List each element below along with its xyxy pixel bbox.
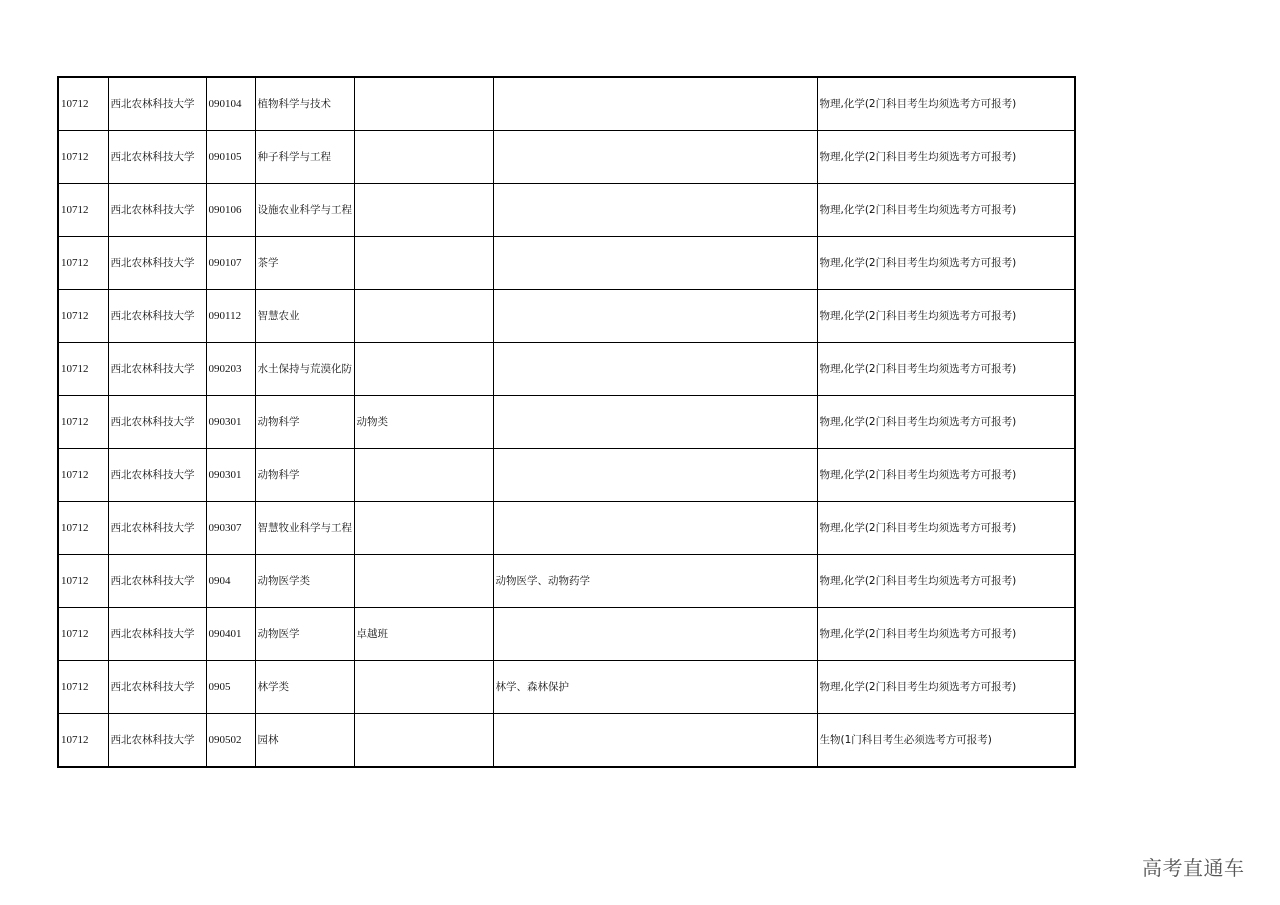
subject-requirement-cell: 物理,化学(2门科目考生均须选考方可报考)	[817, 608, 1075, 661]
major-code-cell: 090112	[206, 290, 255, 343]
major-code-cell: 090104	[206, 77, 255, 131]
school-code-cell: 10712	[58, 396, 108, 449]
table-row	[58, 290, 1075, 343]
table-row	[58, 608, 1075, 661]
included-majors-cell	[493, 290, 817, 343]
major-name-cell: 动物科学	[255, 396, 354, 449]
major-name-cell: 林学类	[255, 661, 354, 714]
major-note-cell	[354, 184, 493, 237]
included-majors-cell	[493, 77, 817, 131]
table-row	[58, 555, 1075, 608]
major-code-cell: 090401	[206, 608, 255, 661]
subject-requirement-cell: 物理,化学(2门科目考生均须选考方可报考)	[817, 290, 1075, 343]
major-name-cell: 智慧牧业科学与工程	[255, 502, 354, 555]
school-code-cell: 10712	[58, 131, 108, 184]
major-note-cell	[354, 343, 493, 396]
table-row	[58, 502, 1075, 555]
major-note-cell	[354, 502, 493, 555]
major-code-cell: 090203	[206, 343, 255, 396]
school-name-cell: 西北农林科技大学	[108, 449, 206, 502]
table-row	[58, 661, 1075, 714]
subject-requirement-cell: 物理,化学(2门科目考生均须选考方可报考)	[817, 237, 1075, 290]
school-code-cell: 10712	[58, 77, 108, 131]
school-code-cell: 10712	[58, 502, 108, 555]
table-row	[58, 184, 1075, 237]
major-name-cell: 园林	[255, 714, 354, 768]
major-name-cell: 智慧农业	[255, 290, 354, 343]
school-code-cell: 10712	[58, 555, 108, 608]
table-row	[58, 449, 1075, 502]
table-row	[58, 714, 1075, 768]
included-majors-cell	[493, 184, 817, 237]
included-majors-cell: 林学、森林保护	[493, 661, 817, 714]
major-note-cell	[354, 131, 493, 184]
school-code-cell: 10712	[58, 290, 108, 343]
admission-table	[57, 76, 1076, 768]
school-name-cell: 西北农林科技大学	[108, 714, 206, 768]
major-note-cell	[354, 449, 493, 502]
major-code-cell: 090307	[206, 502, 255, 555]
major-name-cell: 动物科学	[255, 449, 354, 502]
included-majors-cell	[493, 343, 817, 396]
included-majors-cell	[493, 449, 817, 502]
subject-requirement-cell: 生物(1门科目考生必须选考方可报考)	[817, 714, 1075, 768]
subject-requirement-cell: 物理,化学(2门科目考生均须选考方可报考)	[817, 396, 1075, 449]
major-code-cell: 090107	[206, 237, 255, 290]
school-code-cell: 10712	[58, 714, 108, 768]
included-majors-cell	[493, 502, 817, 555]
major-note-cell	[354, 290, 493, 343]
major-code-cell: 0905	[206, 661, 255, 714]
school-name-cell: 西北农林科技大学	[108, 184, 206, 237]
school-name-cell: 西北农林科技大学	[108, 502, 206, 555]
table-row	[58, 131, 1075, 184]
major-name-cell: 茶学	[255, 237, 354, 290]
major-name-cell: 动物医学	[255, 608, 354, 661]
school-name-cell: 西北农林科技大学	[108, 290, 206, 343]
major-name-cell: 植物科学与技术	[255, 77, 354, 131]
school-code-cell: 10712	[58, 184, 108, 237]
major-code-cell: 090502	[206, 714, 255, 768]
major-code-cell: 0904	[206, 555, 255, 608]
school-code-cell: 10712	[58, 661, 108, 714]
table-row	[58, 237, 1075, 290]
major-note-cell	[354, 661, 493, 714]
included-majors-cell	[493, 396, 817, 449]
major-code-cell: 090301	[206, 396, 255, 449]
major-name-cell: 水土保持与荒漠化防	[255, 343, 354, 396]
major-name-cell: 设施农业科学与工程	[255, 184, 354, 237]
subject-requirement-cell: 物理,化学(2门科目考生均须选考方可报考)	[817, 502, 1075, 555]
included-majors-cell	[493, 131, 817, 184]
school-name-cell: 西北农林科技大学	[108, 77, 206, 131]
school-name-cell: 西北农林科技大学	[108, 555, 206, 608]
watermark: 高考直通车	[1142, 856, 1245, 880]
major-note-cell: 动物类	[354, 396, 493, 449]
major-note-cell	[354, 77, 493, 131]
table-row	[58, 77, 1075, 131]
major-code-cell: 090301	[206, 449, 255, 502]
subject-requirement-cell: 物理,化学(2门科目考生均须选考方可报考)	[817, 449, 1075, 502]
major-note-cell	[354, 237, 493, 290]
included-majors-cell: 动物医学、动物药学	[493, 555, 817, 608]
school-name-cell: 西北农林科技大学	[108, 661, 206, 714]
school-code-cell: 10712	[58, 449, 108, 502]
included-majors-cell	[493, 608, 817, 661]
school-name-cell: 西北农林科技大学	[108, 608, 206, 661]
school-code-cell: 10712	[58, 608, 108, 661]
major-note-cell: 卓越班	[354, 608, 493, 661]
subject-requirement-cell: 物理,化学(2门科目考生均须选考方可报考)	[817, 184, 1075, 237]
table-row	[58, 343, 1075, 396]
included-majors-cell	[493, 237, 817, 290]
major-code-cell: 090106	[206, 184, 255, 237]
table-row	[58, 396, 1075, 449]
school-name-cell: 西北农林科技大学	[108, 396, 206, 449]
major-name-cell: 种子科学与工程	[255, 131, 354, 184]
table-body	[58, 77, 1075, 767]
subject-requirement-cell: 物理,化学(2门科目考生均须选考方可报考)	[817, 343, 1075, 396]
school-name-cell: 西北农林科技大学	[108, 237, 206, 290]
subject-requirement-cell: 物理,化学(2门科目考生均须选考方可报考)	[817, 661, 1075, 714]
school-name-cell: 西北农林科技大学	[108, 131, 206, 184]
school-code-cell: 10712	[58, 237, 108, 290]
school-code-cell: 10712	[58, 343, 108, 396]
subject-requirement-cell: 物理,化学(2门科目考生均须选考方可报考)	[817, 77, 1075, 131]
major-note-cell	[354, 555, 493, 608]
subject-requirement-cell: 物理,化学(2门科目考生均须选考方可报考)	[817, 131, 1075, 184]
major-code-cell: 090105	[206, 131, 255, 184]
major-name-cell: 动物医学类	[255, 555, 354, 608]
school-name-cell: 西北农林科技大学	[108, 343, 206, 396]
included-majors-cell	[493, 714, 817, 768]
subject-requirement-cell: 物理,化学(2门科目考生均须选考方可报考)	[817, 555, 1075, 608]
major-note-cell	[354, 714, 493, 768]
